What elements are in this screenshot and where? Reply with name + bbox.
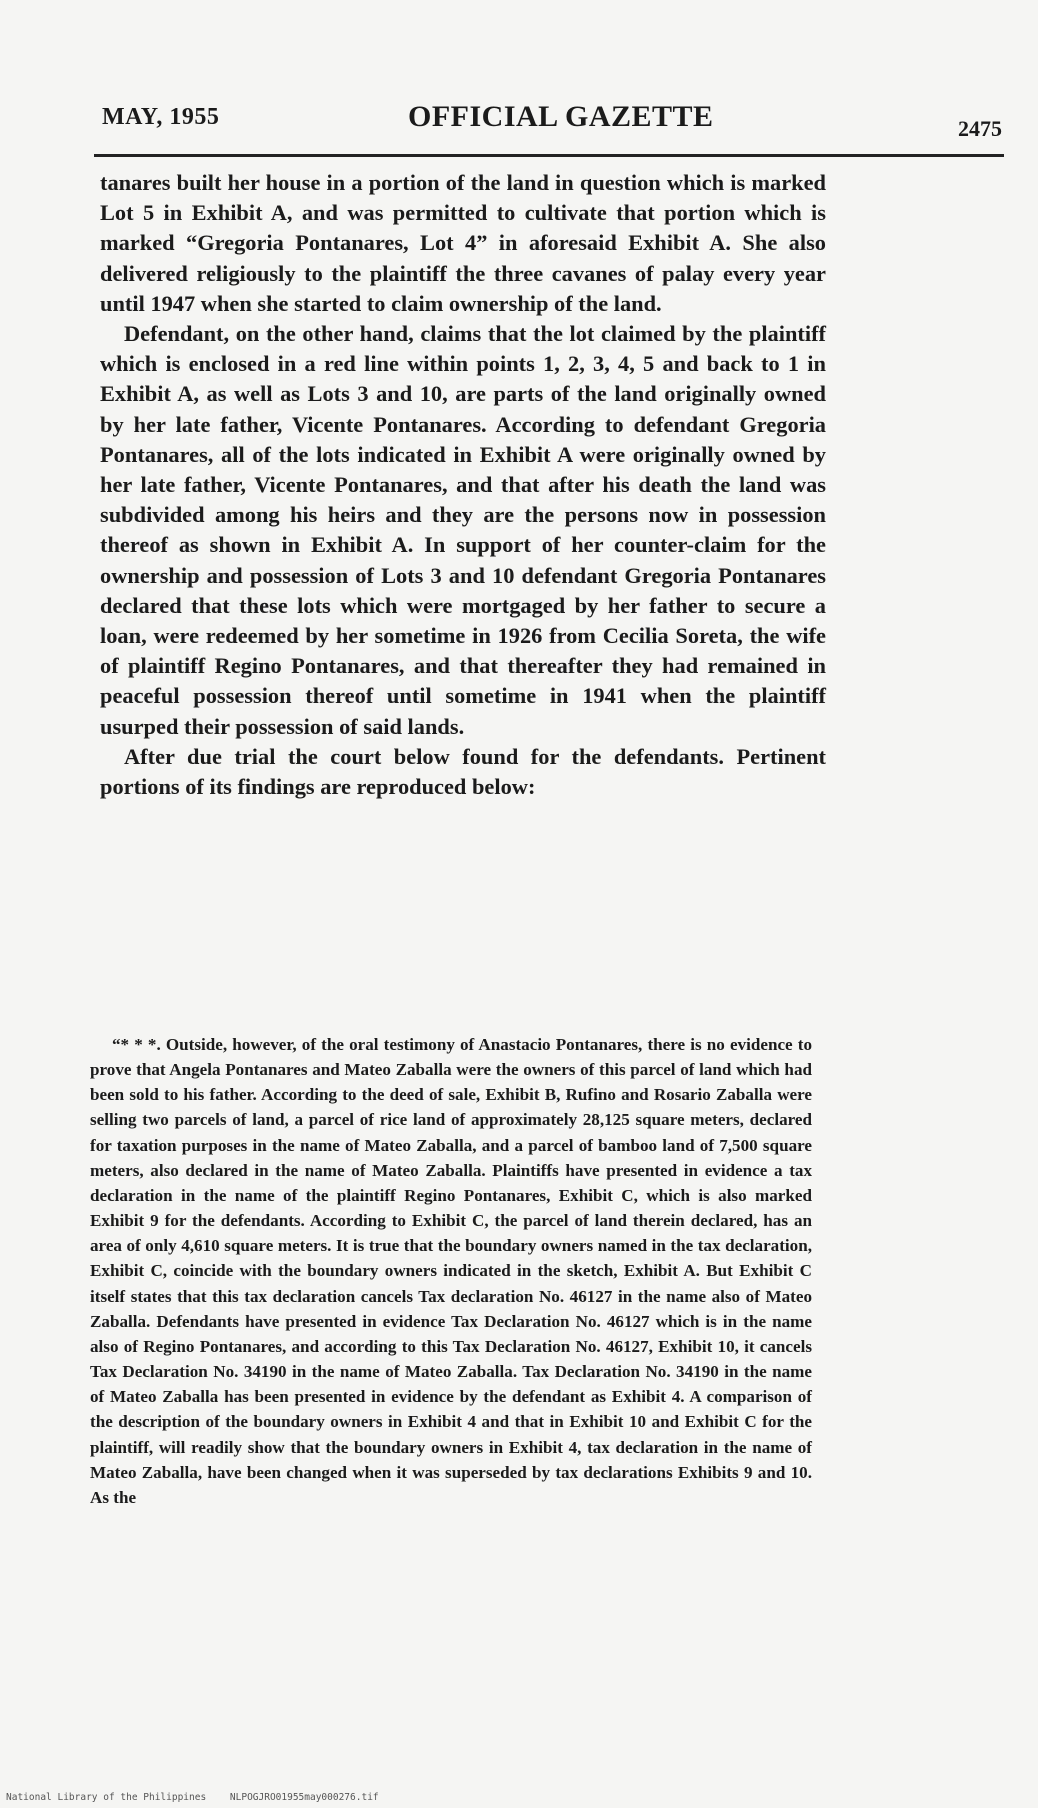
paragraph-3: After due trial the court below found for the defendants. Pertinent portions of its findings are reproduced below: bbox=[100, 743, 826, 800]
library-credit: National Library of the Philippines bbox=[6, 1792, 207, 1803]
publication-title: OFFICIAL GAZETTE bbox=[408, 100, 714, 133]
main-text bbox=[100, 168, 826, 802]
quote-text: “* * *. Outside, however, of the oral testimony of Anastacio Pontanares, there is no evidence to prove that Angela Pontanares and Mateo Zaballa were the owners of this parcel of land which had been sold to his father. According to the deed of sale, Exhibit B, Rufino and Rosario Zaballa were selling two parcels of land, a parcel of rice land of approximately 28,125 square meters, declared for taxation purposes in the name of Mateo Zaballa, and a parcel of bamboo land of 7,500 square meters, also declared in the name of Mateo Zaballa. Plaintiffs have presented in evidence a tax declaration in the name of the plaintiff Regino Pontanares, Exhibit C, which is also marked Exhibit 9 for the defendants. According to Exhibit C, the parcel of land therein declared, has an area of only 4,610 square meters. It is true that the boundary owners named in the tax declaration, Exhibit C, coincide with the boundary owners indicated in the sketch, Exhibit A. But Exhibit C itself states that this tax declaration cancels Tax declaration No. 46127 in the name also of Mateo Zaballa. Defendants have presented in evidence Tax Declaration No. 46127 which is in the name also of Regino Pontanares, and according to this Tax Declaration No. 46127, Exhibit 10, it cancels Tax Declaration No. 34190 in the name of Mateo Zaballa. Tax Declaration No. 34190 in the name of Mateo Zaballa has been presented in evidence by the defendant as Exhibit 4. A comparison of the description of the boundary owners in Exhibit 4 and that in Exhibit 10 and Exhibit C for the plaintiff, will readily show that the boundary owners in Exhibit 4, tax declaration in the name of Mateo Zaballa, have been changed when it was superseded by tax declarations Exhibits 9 and 10. As the bbox=[90, 1035, 812, 1507]
paragraph-2: Defendant, on the other hand, claims that the lot claimed by the plaintiff which is enclosed in a red line within points 1, 2, 3, 4, 5 and back to 1 in Exhibit A, as well as Lots 3 and 10, are parts of the land originally owned by her late father, Vicente Pontanares. According to defendant Gregoria Pontanares, all of the lots indicated in Exhibit A were originally owned by her late father, Vicente Pontanares, and that after his death the land was subdivided among his heirs and they are the persons now in possession thereof as shown in Exhibit A. In support of her counter-claim for the ownership and possession of Lots 3 and 10 defendant Gregoria Pontanares declared that these lots which were mortgaged by her father to secure a loan, were redeemed by her sometime in 1926 from Cecilia Soreta, the wife of plaintiff Regino Pontanares, and that thereafter they had remained in peaceful possession thereof until sometime in 1941 when the plaintiff usurped their possession of said lands. bbox=[100, 321, 826, 739]
issue-date: MAY, 1955 bbox=[102, 104, 220, 130]
header-rule bbox=[94, 154, 1004, 157]
paragraph-1: tanares built her house in a portion of the land in question which is marked Lot 5 in Exhibit A, and was permitted to cultivate that portion which is marked “Gregoria Pontanares, Lot 4” in aforesaid Exhibit A. She also delivered religiously to the plaintiff the three cavanes of palay every year until 1947 when she started to claim ownership of the land. bbox=[100, 170, 826, 316]
court-findings-quote bbox=[90, 1032, 812, 1510]
file-id: NLPOGJRO01955may000276.tif bbox=[229, 1792, 379, 1803]
scan-footer bbox=[6, 1792, 397, 1803]
page-number: 2475 bbox=[958, 116, 1002, 141]
page-header bbox=[98, 100, 1002, 140]
